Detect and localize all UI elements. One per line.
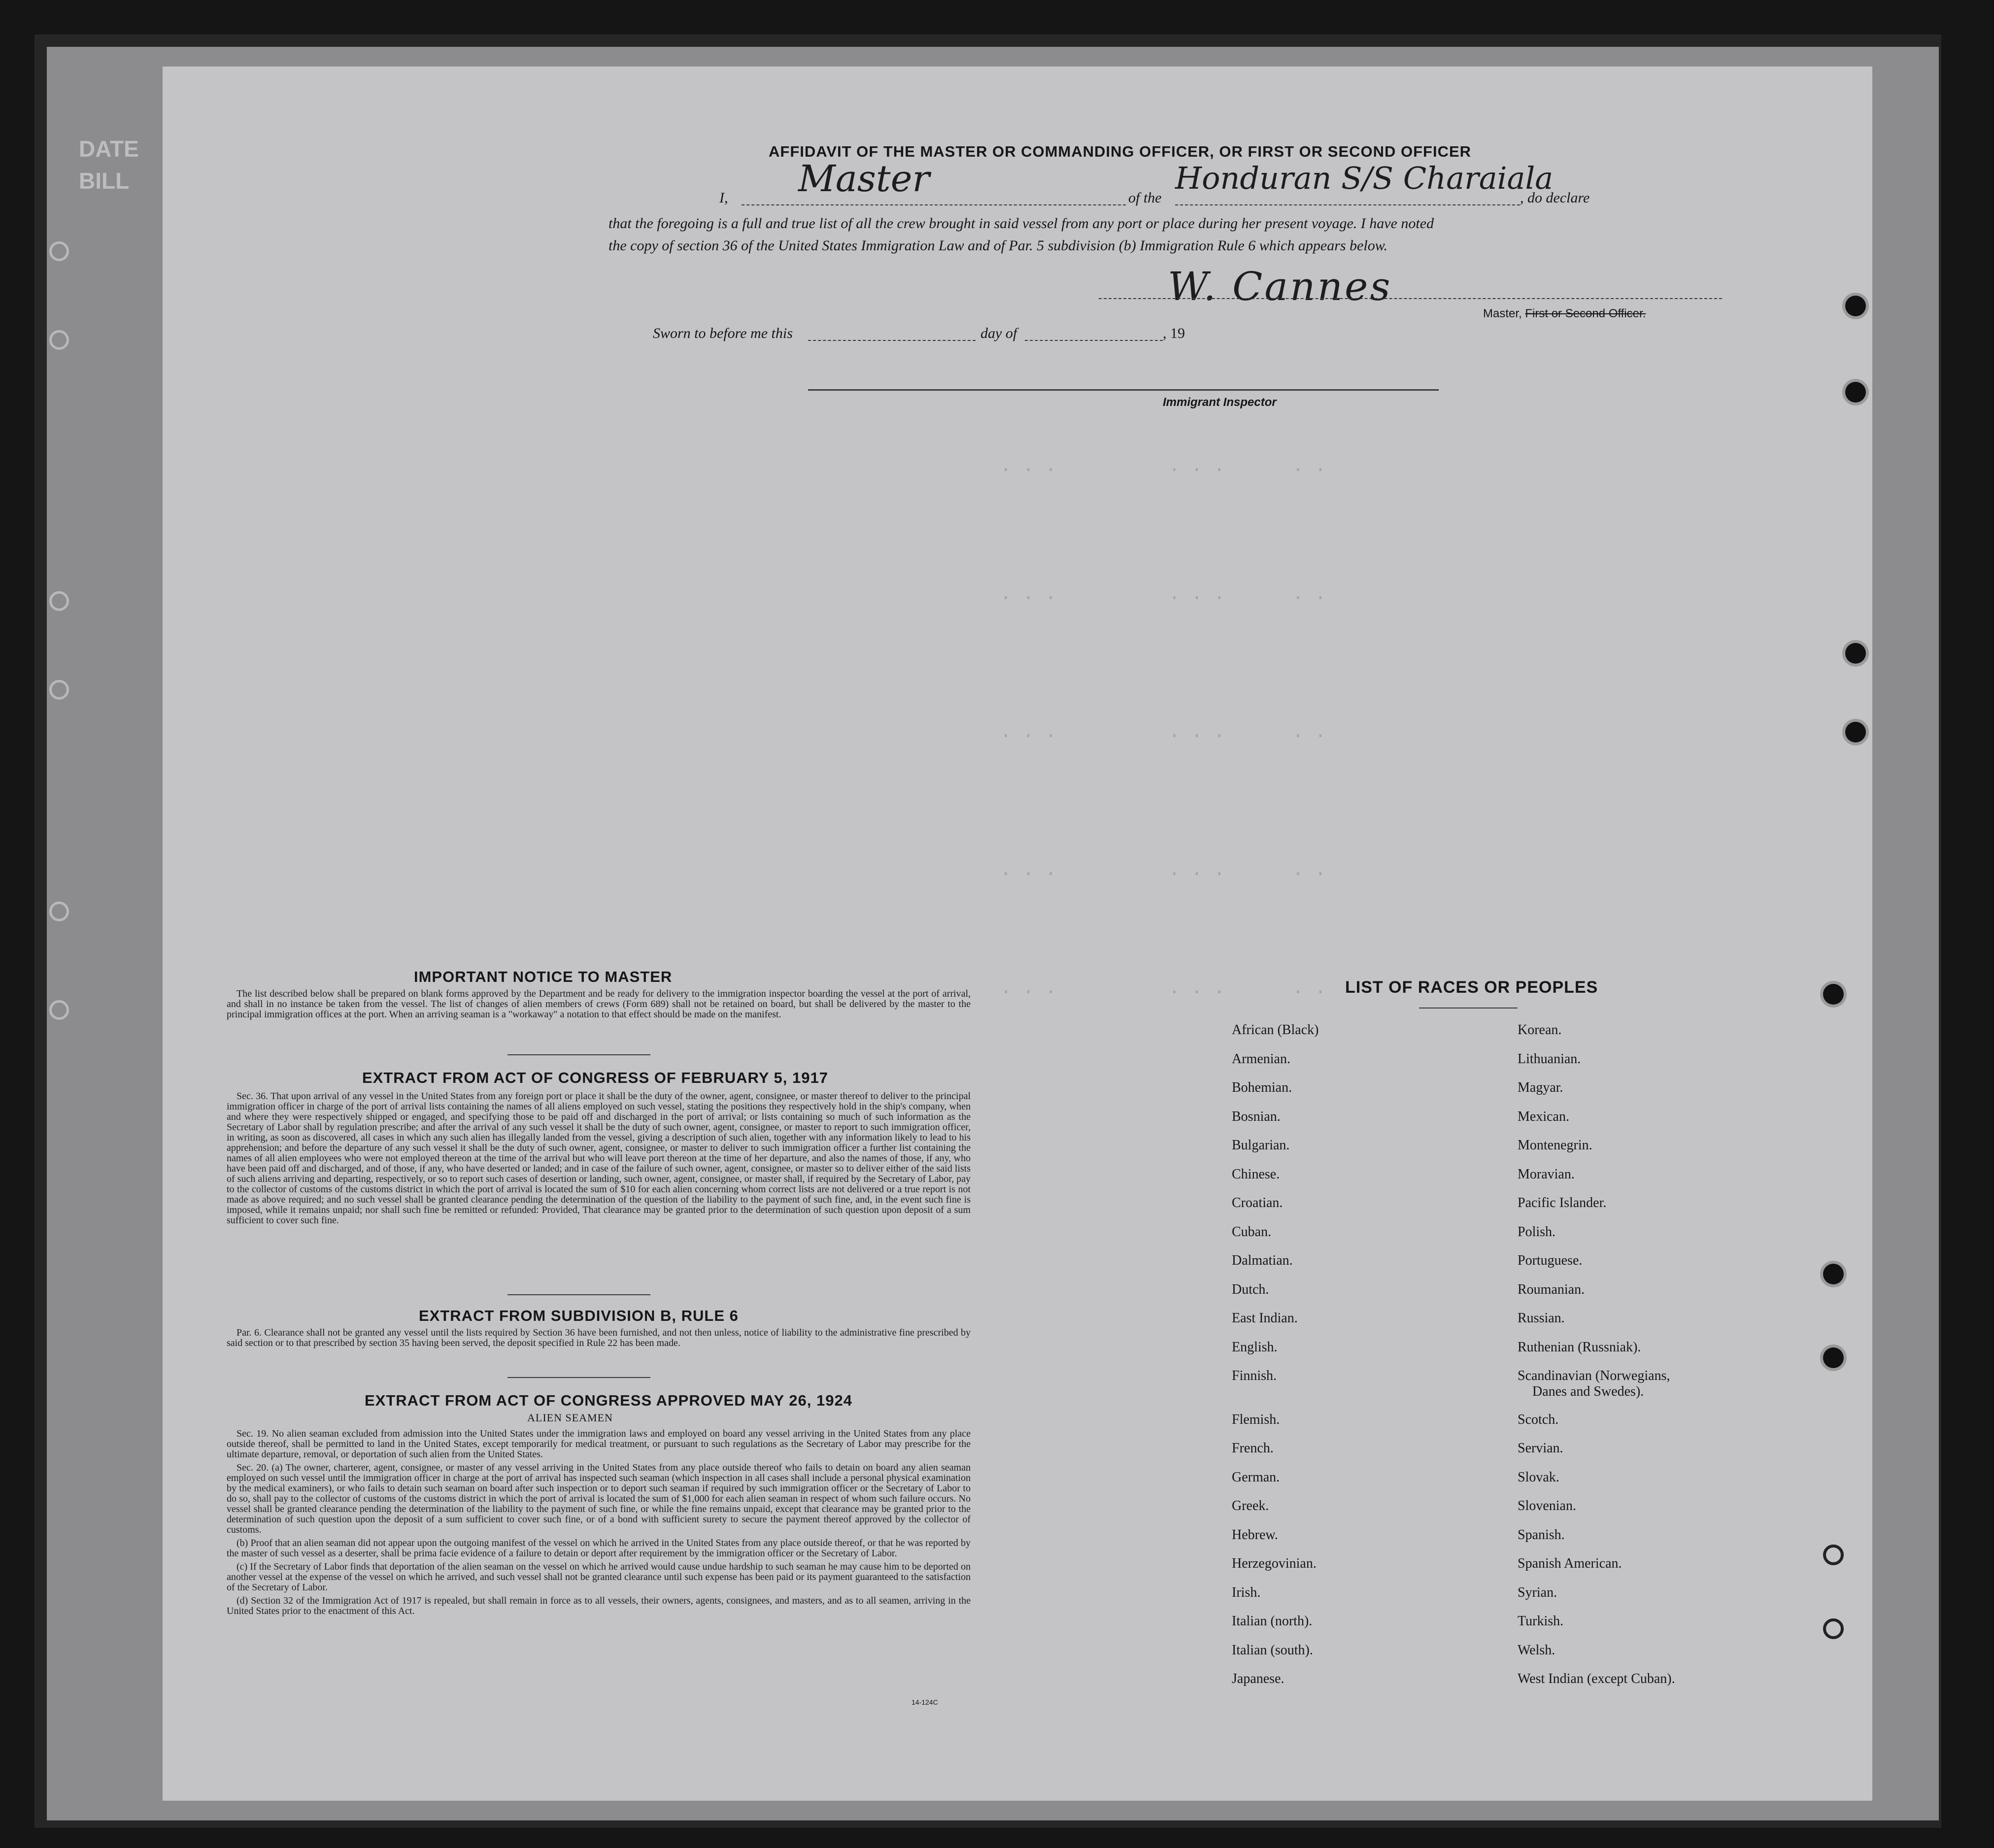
race-item: Croatian. bbox=[1232, 1195, 1283, 1210]
race-item: Pacific Islander. bbox=[1518, 1195, 1607, 1210]
declaration-line-2: the copy of section 36 of the United States Immigration Law and of Par. 5 subdivision (b) Immigration Rule 6 which appears below. bbox=[608, 237, 1387, 254]
race-item: Chinese. bbox=[1232, 1166, 1280, 1182]
show-through-text: . . . . . . . . bbox=[1000, 456, 1326, 477]
extract-1924-sec20c: (c) If the Secretary of Labor finds that deportation of the alien seaman on the vessel on which he arrived would cause undue hardship to such seaman he may cause him to be deported on another vessel at the expense of the vessel on which he arrived, and such vessel shall not be granted clearance until such expense has been paid or its payment guaranteed to the satisfaction of the Secretary of Labor. bbox=[227, 1561, 971, 1593]
race-item: Scotch. bbox=[1518, 1411, 1559, 1427]
race-item: French. bbox=[1232, 1441, 1274, 1456]
race-item: West Indian (except Cuban). bbox=[1518, 1671, 1675, 1686]
notice-text bbox=[227, 989, 971, 1023]
signatory-struck: First or Second Officer. bbox=[1525, 307, 1646, 320]
sworn-day-line bbox=[808, 340, 976, 341]
strip-hole bbox=[49, 1000, 69, 1020]
race-item: Hebrew. bbox=[1232, 1527, 1278, 1543]
race-item: Spanish. bbox=[1518, 1527, 1565, 1543]
extract-1917-text bbox=[227, 1091, 971, 1229]
extract-1924-subtitle: ALIEN SEAMEN bbox=[527, 1411, 613, 1424]
races-title: LIST OF RACES OR PEOPLES bbox=[1345, 978, 1598, 997]
extract-1924-title: EXTRACT FROM ACT OF CONGRESS APPROVED MAY 26, 1924 bbox=[365, 1392, 852, 1409]
punch-hole bbox=[1823, 1347, 1844, 1368]
rank-line bbox=[742, 204, 1126, 205]
race-item: Japanese. bbox=[1232, 1671, 1284, 1686]
race-item: Bohemian. bbox=[1232, 1080, 1292, 1095]
affidavit-title: AFFIDAVIT OF THE MASTER OR COMMANDING OFFICER, OR FIRST OR SECOND OFFICER bbox=[769, 143, 1472, 160]
race-item: Moravian. bbox=[1518, 1166, 1575, 1182]
strip-hole bbox=[49, 591, 69, 611]
race-item: Ruthenian (Russniak). bbox=[1518, 1339, 1641, 1355]
race-item: Lithuanian. bbox=[1518, 1051, 1581, 1067]
i-label: I, bbox=[719, 190, 728, 206]
handwritten-rank: Master bbox=[798, 158, 930, 200]
extract-rule6-paragraph: Par. 6. Clearance shall not be granted any vessel until the lists required by Section 36 have been furnished, and not then unless, notice of liability to the administrative fine prescribed by said section or to that prescribed by section 35 having been served, the deposit specified in Rule 22 has been made. bbox=[227, 1327, 971, 1348]
document-page bbox=[163, 67, 1872, 1801]
strip-hole bbox=[49, 680, 69, 700]
left-binding-strip bbox=[0, 99, 163, 1724]
races-list bbox=[1232, 1022, 1724, 1732]
show-through-text: . . . . . . . . bbox=[1000, 860, 1326, 881]
strip-label-bill: BILL bbox=[79, 168, 130, 194]
race-item: Mexican. bbox=[1518, 1109, 1569, 1124]
extract-1924-text bbox=[227, 1429, 971, 1619]
race-item: Polish. bbox=[1518, 1224, 1556, 1240]
sworn-month-line bbox=[1025, 340, 1163, 341]
race-item: Scandinavian (Norwegians, bbox=[1518, 1368, 1670, 1383]
day-of-label: day of bbox=[980, 325, 1017, 341]
notice-title: IMPORTANT NOTICE TO MASTER bbox=[414, 968, 673, 985]
race-item: Spanish American. bbox=[1518, 1556, 1622, 1571]
race-item: Finnish. bbox=[1232, 1368, 1277, 1383]
extract-1917-title: EXTRACT FROM ACT OF CONGRESS OF FEBRUARY 5, 1917 bbox=[362, 1069, 828, 1086]
strip-hole bbox=[49, 241, 69, 261]
race-item: Slovenian. bbox=[1518, 1498, 1576, 1513]
signatory-master: Master, bbox=[1483, 307, 1522, 320]
signatory-title bbox=[1483, 303, 1646, 325]
race-item: Roumanian. bbox=[1518, 1281, 1585, 1297]
race-item: German. bbox=[1232, 1469, 1280, 1485]
inspector-label: Immigrant Inspector bbox=[1163, 396, 1277, 409]
extract-rule6-text bbox=[227, 1328, 971, 1351]
punch-hole bbox=[1845, 382, 1866, 403]
strip-hole bbox=[49, 902, 69, 921]
extract-rule6-title: EXTRACT FROM SUBDIVISION B, RULE 6 bbox=[419, 1307, 739, 1324]
race-item: Welsh. bbox=[1518, 1642, 1555, 1658]
do-declare-label: , do declare bbox=[1520, 190, 1590, 206]
show-through-text: . . . . . . . . bbox=[1000, 722, 1326, 743]
race-item: Korean. bbox=[1518, 1022, 1562, 1038]
race-item: Syrian. bbox=[1518, 1584, 1557, 1600]
race-item: Greek. bbox=[1232, 1498, 1269, 1513]
extract-1924-sec20d: (d) Section 32 of the Immigration Act of 1917 is repealed, but shall remain in force as to all vessels, their owners, agents, consignees, and masters, and as to all seamen, arriving in the United States prior to the enactment of this Act. bbox=[227, 1595, 971, 1616]
race-item: English. bbox=[1232, 1339, 1278, 1355]
race-item: Bosnian. bbox=[1232, 1109, 1281, 1124]
race-item: Turkish. bbox=[1518, 1613, 1564, 1629]
notice-paragraph: The list described below shall be prepared on blank forms approved by the Department and be ready for delivery to the immigration inspector boarding the vessel at the port of arrival, and shall in no instance be taken from the vessel. The list of changes of alien members of crews (Form 689) shall not be retained on board, but shall be delivered by the master to the principal immigration offices at the port. When an arriving seaman is a "workaway" a notation to that effect should be made on the manifest. bbox=[227, 988, 971, 1020]
race-item: Russian. bbox=[1518, 1310, 1565, 1326]
race-item: Servian. bbox=[1518, 1441, 1563, 1456]
of-the-label: of the bbox=[1128, 190, 1162, 206]
punch-hole bbox=[1845, 722, 1866, 742]
race-item: Herzegovinian. bbox=[1232, 1556, 1317, 1571]
show-through-text: . . . . . . . . bbox=[1000, 584, 1326, 605]
master-signature: W. Cannes bbox=[1168, 264, 1392, 309]
extract-1924-sec19: Sec. 19. No alien seaman excluded from admission into the United States under the immigration laws and employed on board any vessel arriving in the United States from any place outside thereof, shall be permitted to land in the United States, except temporarily for medical treatment, or pursuant to such regulations as the Secretary of Labor may prescribe for the ultimate departure, removal, or deportation of such alien from the United States. bbox=[227, 1428, 971, 1460]
section-divider bbox=[507, 1054, 650, 1055]
section-divider bbox=[507, 1294, 650, 1295]
race-item: Montenegrin. bbox=[1518, 1138, 1592, 1153]
punch-hole bbox=[1823, 984, 1844, 1005]
signature-line bbox=[1099, 298, 1722, 299]
sworn-label: Sworn to before me this bbox=[653, 325, 793, 341]
handwritten-vessel: Honduran S/S Charaiala bbox=[1175, 160, 1554, 196]
extract-1924-sec20a: Sec. 20. (a) The owner, charterer, agent, consignee, or master of any vessel arriving in the United States from any place outside thereof who fails to detain on board any alien seaman employed on such vessel until the immigration officer in charge at the port of arrival has inspected such seaman (which inspection in all cases shall include a personal physical examination by the medical examiners), or who fails to detain such seaman on board after such inspection or to deport such seaman if required by such immigration officer or the Secretary of Labor to do so, shall pay to the collector of customs of the customs district in which the port of arrival is located the sum of $1,000 for each alien seaman in respect of whom such failure occurs. No vessel shall be granted clearance pending the determination of the liability to the payment of such fine, or while the fine remains unpaid, except that clearance may be granted prior to the determination of such question upon the deposit of a sum sufficient to cover such fine, or of a bond with sufficient surety to secure the payment thereof approved by the collector of customs. bbox=[227, 1462, 971, 1535]
race-item: Armenian. bbox=[1232, 1051, 1290, 1067]
declaration-line-1: that the foregoing is a full and true list of all the crew brought in said vessel from any port or place during her present voyage. I have noted bbox=[608, 215, 1434, 232]
race-item: Italian (south). bbox=[1232, 1642, 1313, 1658]
race-item: Bulgarian. bbox=[1232, 1138, 1290, 1153]
extract-1917-paragraph: Sec. 36. That upon arrival of any vessel in the United States from any foreign port or place it shall be the duty of the owner, agent, consignee, or master thereof to deliver to the principal immigration officer in charge of the port of arrival lists containing the names of all aliens employed on such vessel, stating the positions they respectively hold in the ship's company, when and where they were respectively shipped or engaged, and specifying those to be paid off and discharged in the port of arrival; or lists containing so much of such information as the Secretary of Labor shall by regulation prescribe; and after the arrival of any such vessel it shall be the duty of such owner, agent, consignee, or master to report to such immigration officer, in writing, as soon as discovered, all cases in which any such alien has illegally landed from the vessel, giving a description of such alien, together with any information likely to lead to his apprehension; and before the departure of any such vessel it shall be the duty of such owner, agent, consignee, or master to deliver to such immigration officer a further list containing the names of all alien employees who were not employed thereon at the time of the arrival but who will leave port thereon at the time of her departure, and also the names of those, if any, who have been paid off and discharged, and of those, if any, who have deserted or landed; and in case of the failure of such owner, agent, consignee, or master so to deliver either of the said lists of such aliens arriving and departing, respectively, or so to report such cases of desertion or landing, such owner, agent, consignee, or master shall, if required by the Secretary of Labor, pay to the collector of customs of the customs district in which the port of arrival is located the sum of $10 for each alien concerning whom correct lists are not delivered or a true report is not made as above required; and no such vessel shall be granted clearance pending the determination of the question of the liability to the payment of such fine, and, in the event such fine is imposed, while it remains unpaid; nor shall such fine be remitted or refunded: Provided, That clearance may be granted prior to the determination of such question upon deposit of a sum sufficient to cover such fine. bbox=[227, 1091, 971, 1226]
race-item: Irish. bbox=[1232, 1584, 1261, 1600]
race-item-continuation: Danes and Swedes). bbox=[1532, 1384, 1644, 1399]
race-item: East Indian. bbox=[1232, 1310, 1298, 1326]
section-divider bbox=[507, 1377, 650, 1378]
extract-1924-sec20b: (b) Proof that an alien seaman did not appear upon the outgoing manifest of the vessel on which he arrived in the United States from any place outside thereof, or that he was reported by the master of such vessel as a deserter, shall be prima facie evidence of a failure to detain or deport after requirement by the immigration officer or the Secretary of Labor. bbox=[227, 1538, 971, 1559]
year-label: , 19 bbox=[1163, 325, 1185, 341]
race-item: Cuban. bbox=[1232, 1224, 1272, 1240]
race-item: Magyar. bbox=[1518, 1080, 1563, 1095]
race-item: Portuguese. bbox=[1518, 1253, 1583, 1268]
race-item: Italian (north). bbox=[1232, 1613, 1313, 1629]
race-item: African (Black) bbox=[1232, 1022, 1319, 1038]
punch-hole bbox=[1823, 1264, 1844, 1284]
strip-hole bbox=[49, 330, 69, 350]
strip-label-date: DATE bbox=[79, 136, 139, 162]
form-number: 14-124C bbox=[912, 1698, 938, 1706]
race-item: Dutch. bbox=[1232, 1281, 1269, 1297]
punch-hole bbox=[1823, 1618, 1844, 1639]
race-item: Dalmatian. bbox=[1232, 1253, 1293, 1268]
punch-hole bbox=[1845, 296, 1866, 316]
race-item: Slovak. bbox=[1518, 1469, 1559, 1485]
race-item: Flemish. bbox=[1232, 1411, 1280, 1427]
show-through-text: . . . . . . . . bbox=[1000, 978, 1326, 999]
inspector-signature-line bbox=[808, 389, 1439, 391]
punch-hole bbox=[1823, 1545, 1844, 1565]
vessel-line bbox=[1175, 204, 1520, 205]
punch-hole bbox=[1845, 643, 1866, 664]
